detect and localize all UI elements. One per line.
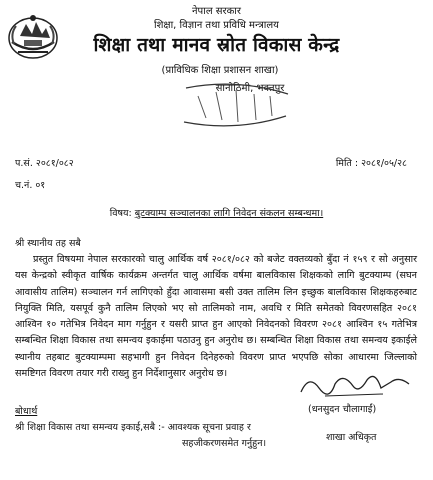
- cc-item-line2: सहजीकरणसमेत गर्नुहुन।: [182, 438, 267, 449]
- subject-line: [0, 206, 433, 219]
- signatory-name: (धनसुदन चौलागाईं): [308, 404, 377, 415]
- letter-body: प्रस्तुत विषयमा नेपाल सरकारको चालु आर्थिक वर्ष २०८१/०८२ को बजेट वक्तव्यको बुँदा नं १५९ र सो अनुसार यस केन्द्रको स्वीकृत वार्षिक कार्यक्रम अन्तर्गत चालु आर्थिक वर्षमा बालविकास शिक्षकको लागि बुटक्याम्प (सघन आवासीय तालिम) सञ्चालन गर्न लागिएको हुँदा आवासमा बसी उक्त तालिम लिन इच्छुक बालविकास शिक्षकहरुबाट नियुक्ति मिति, यसपूर्व कुनै तालिम लिएको भए सो तालिमको नाम, अवधि र मिति समेतको विवरणसहित २०८१ आश्विन १० गतेभित्र निवेदन माग गर्नुहुन र यसरी प्राप्त हुन आएको निवेदनको विवरण २०८१ आश्विन १५ गतेभित्र सम्बन्धित शिक्षा विकास तथा समन्वय इकाईमा पठाउनु हुन अनुरोध छ। सम्बन्धित शिक्षा विकास तथा समन्वय इकाईले स्थानीय तहबाट बुटक्याम्पमा सहभागी हुन निवेदन दिनेहरुको विवरण प्राप्त भएपछि सोका आधारमा जिल्लाको समष्टिगत विवरण तयार गरी राख्नु हुन निर्देशानुसार अनुरोध छ।: [15, 254, 417, 380]
- subject-label: विषय:: [109, 208, 132, 219]
- cc-label: बोधार्थ: [15, 406, 38, 417]
- ministry-line: शिक्षा, विज्ञान तथा प्रविधि मन्त्रालय: [154, 20, 279, 31]
- letter-date: मिति : २०८१/०५/२८: [335, 158, 407, 169]
- dispatch-number: च.नं. ०१: [15, 180, 46, 191]
- section-line: (प्राविधिक शिक्षा प्रशासन शाखा): [161, 65, 279, 76]
- signatory-role: शाखा अधिकृत: [326, 432, 377, 443]
- office-title: शिक्षा तथा मानव स्रोत विकास केन्द्र: [93, 34, 340, 56]
- office-stamp: [176, 82, 294, 128]
- place-line: सानोठिमी, भक्तपुर: [215, 83, 285, 94]
- cc-item: [15, 420, 266, 452]
- subject-text: बुटक्याम्प सञ्चालनका लागि निवेदन संकलन सम्बन्धमा।: [134, 208, 324, 219]
- handwritten-signature: [295, 366, 415, 400]
- addressee: श्री स्थानीय तह सबै: [15, 238, 81, 249]
- government-line: नेपाल सरकार: [192, 6, 241, 17]
- reference-number: प.सं. २०८१/०८२: [15, 158, 74, 169]
- cc-item-line1: श्री शिक्षा विकास तथा समन्वय इकाई,सबै :- आवश्यक सूचना प्रवाह र: [15, 422, 251, 433]
